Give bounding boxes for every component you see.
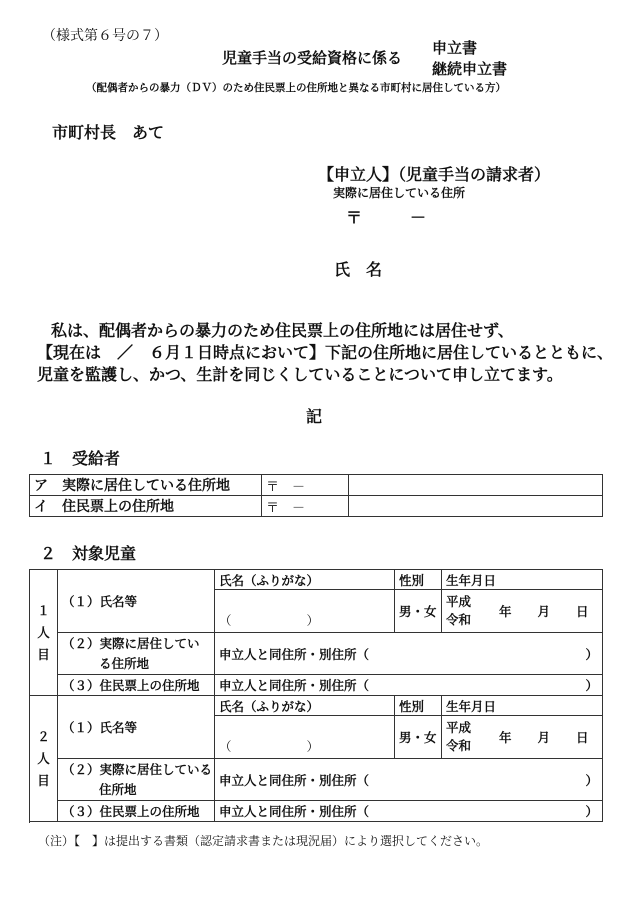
child2-residence-item-l2: 住所地	[99, 781, 137, 797]
child1-registry-item: （３）住民票上の住所地	[58, 675, 215, 696]
child2-registry-item: （３）住民票上の住所地	[58, 801, 215, 822]
child2-era-heisei: 平成	[446, 720, 472, 735]
child2-month: 月	[537, 730, 551, 745]
child1-day: 日	[576, 604, 589, 619]
child2-residence-item-l1: （２）実際に居住している	[62, 761, 213, 777]
child2-dob-field[interactable]	[442, 716, 603, 759]
child1-name-paren-close: ）	[306, 613, 319, 628]
child2-registry-row	[30, 801, 603, 822]
form-title: 児童手当の受給資格に係る	[222, 49, 403, 67]
statement-line-1: 私は、配偶者からの暴力のため住民票上の住所地には居住せず、	[51, 321, 514, 340]
form-subtitle: （配偶者からの暴力（ＤＶ）のため住民票上の住所地と異なる市町村に居住している方）	[86, 82, 506, 94]
child1-name-kana-header: 氏名（ふりがな）	[215, 570, 395, 590]
applicant-postal-mark: 〒	[346, 208, 363, 227]
statement-line-2: 【現在は ／ ６月１日時点において】下記の住所地に居住しているとともに、	[37, 343, 614, 362]
child2-residence-close: ）	[585, 772, 598, 788]
child1-residence-close: ）	[585, 646, 598, 662]
child2-residence-item	[58, 759, 215, 801]
section1-title: １ 受給者	[40, 449, 121, 468]
child1-residence-field[interactable]	[215, 633, 603, 675]
recipient-row-registry	[30, 496, 603, 517]
child2-year: 年	[499, 730, 512, 745]
recipient-address-registry[interactable]	[349, 496, 603, 517]
title-option-application: 申立書	[432, 39, 478, 57]
recipient-label-actual: ア 実際に居住している住所地	[30, 475, 262, 496]
child2-name-paren-close: ）	[306, 739, 319, 754]
child1-residence-item	[58, 633, 215, 675]
child1-registry-row	[30, 675, 603, 696]
recipient-row-actual	[30, 475, 603, 496]
children-table	[29, 569, 603, 822]
child1-name-field[interactable]	[215, 590, 395, 633]
child2-dob-header: 生年月日	[442, 696, 603, 716]
child1-month: 月	[537, 604, 551, 619]
child1-era-reiwa: 令和	[446, 612, 472, 627]
child1-ordinal-me: 目	[37, 646, 50, 662]
child1-header-row	[30, 570, 603, 590]
child2-ordinal-me: 目	[37, 772, 50, 788]
child2-registry-close: ）	[585, 804, 598, 819]
ki-heading: 記	[306, 407, 323, 426]
child2-ordinal-nin: 人	[37, 750, 50, 766]
child1-sex-field[interactable]: 男・女	[395, 590, 442, 633]
applicant-heading: 【申立人】（児童手当の請求者）	[318, 165, 551, 184]
child1-residence-item-l2: る住所地	[99, 655, 150, 671]
applicant-name-label: 氏 名	[334, 260, 383, 279]
child2-day: 日	[576, 730, 589, 745]
child1-name-paren-open: （	[219, 613, 232, 628]
child1-residence-value: 申立人と同住所・別住所（	[219, 646, 370, 662]
form-number: （様式第６号の７）	[42, 28, 168, 44]
child2-registry-value: 申立人と同住所・別住所（	[219, 804, 370, 819]
child1-era-heisei: 平成	[446, 594, 472, 609]
child2-name-field[interactable]	[215, 716, 395, 759]
child1-year: 年	[499, 604, 512, 619]
child2-residence-field[interactable]	[215, 759, 603, 801]
addressee: 市町村長 あて	[52, 123, 165, 142]
section2-title: ２ 対象児童	[40, 544, 137, 563]
child2-sex-field[interactable]: 男・女	[395, 716, 442, 759]
statement-line-3: 児童を監護し、かつ、生計を同じくしていることについて申し立てます。	[37, 365, 563, 384]
recipient-address-actual[interactable]	[349, 475, 603, 496]
child1-residence-item-l1: （２）実際に居住してい	[62, 635, 200, 651]
child2-name-paren-open: （	[219, 739, 232, 754]
child1-sex-header: 性別	[395, 570, 442, 590]
child2-residence-value: 申立人と同住所・別住所（	[219, 772, 370, 788]
child1-ordinal-number: １	[37, 602, 50, 618]
child1-registry-close: ）	[585, 678, 598, 693]
child2-header-row	[30, 696, 603, 716]
title-option-continuation: 継続申立書	[432, 60, 508, 78]
footnote: （注）【 】は提出する書類（認定請求書または現況届）により選択してください。	[38, 834, 489, 848]
child1-ordinal-nin: 人	[37, 624, 50, 640]
child2-era-reiwa: 令和	[446, 738, 472, 753]
child1-name-item: （１）氏名等	[58, 570, 215, 633]
recipient-postal-actual[interactable]: 〒 －	[262, 475, 349, 496]
child1-ordinal	[30, 570, 58, 696]
child1-registry-field[interactable]	[215, 675, 603, 696]
recipient-postal-registry[interactable]: 〒 －	[262, 496, 349, 517]
child2-name-item: （１）氏名等	[58, 696, 215, 759]
child1-residence-row	[30, 633, 603, 675]
applicant-postal-dash: －	[410, 208, 427, 227]
child1-dob-field[interactable]	[442, 590, 603, 633]
recipient-table	[29, 474, 603, 517]
child1-registry-value: 申立人と同住所・別住所（	[219, 678, 370, 693]
child2-registry-field[interactable]	[215, 801, 603, 822]
recipient-label-registry: イ 住民票上の住所地	[30, 496, 262, 517]
child2-ordinal-number: ２	[37, 728, 50, 744]
child2-sex-header: 性別	[395, 696, 442, 716]
child2-ordinal	[30, 696, 58, 822]
child1-dob-header: 生年月日	[442, 570, 603, 590]
child2-residence-row	[30, 759, 603, 801]
applicant-address-label: 実際に居住している住所	[333, 186, 466, 200]
child2-name-kana-header: 氏名（ふりがな）	[215, 696, 395, 716]
